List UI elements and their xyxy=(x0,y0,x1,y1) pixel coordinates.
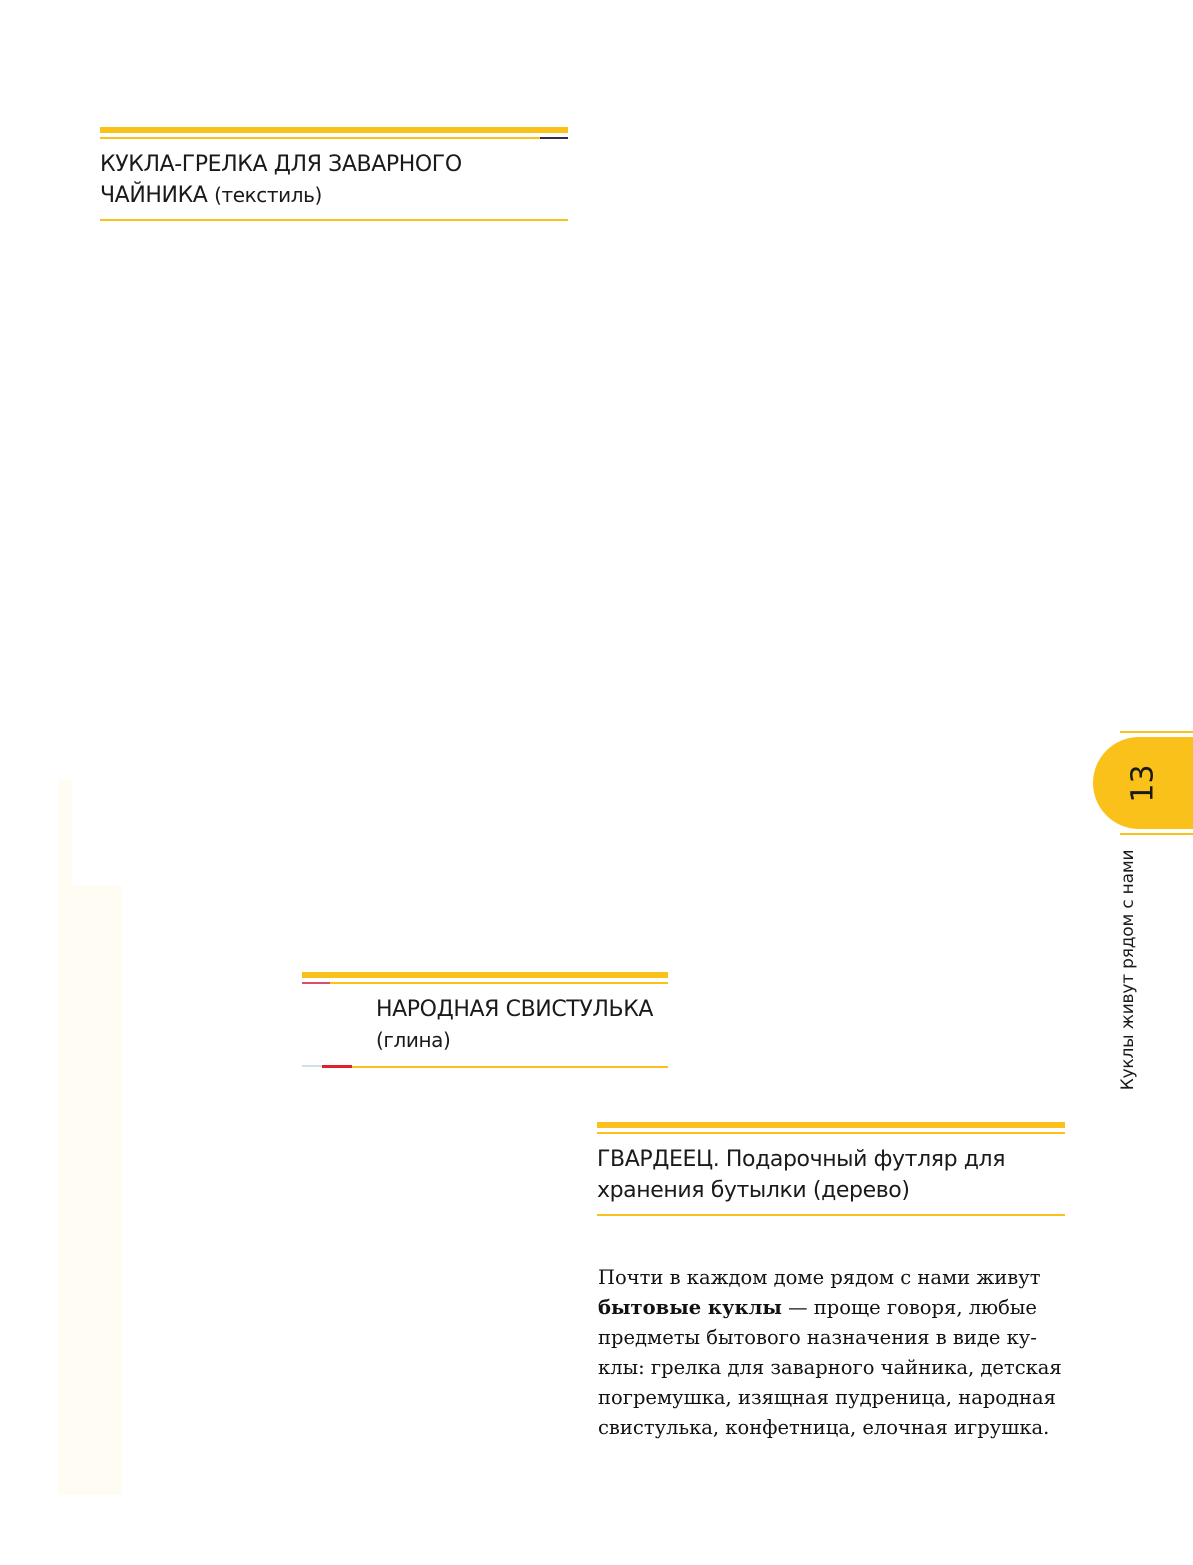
page-number xyxy=(1093,737,1193,829)
caption-whistle-text xyxy=(376,994,653,1056)
caption-bottom-bar xyxy=(352,1066,668,1068)
body-line-3: предметы бытового назначения в виде ку- xyxy=(598,1326,1037,1349)
caption-accent-mark xyxy=(540,137,568,139)
caption-accent-mark xyxy=(302,982,330,984)
caption-folk-whistle xyxy=(302,972,668,1070)
body-line-2-rest: — проще говоря, любые xyxy=(781,1296,1037,1319)
page-number-text: 13 xyxy=(1125,763,1161,803)
caption-accent-mark-red xyxy=(322,1065,352,1068)
caption-guard-line2: хранения бутылки (дерево) xyxy=(597,1178,910,1203)
caption-top-thin-bar xyxy=(100,137,540,139)
caption-top-thin-bar xyxy=(597,1132,1065,1134)
caption-teapot-text xyxy=(100,149,462,211)
caption-guardsman-case xyxy=(597,1122,1065,1218)
caption-top-bar xyxy=(302,972,668,978)
body-bold-term: бытовые куклы xyxy=(598,1296,782,1319)
caption-bottom-bar xyxy=(100,219,568,221)
page-tab-line-top xyxy=(1120,731,1193,733)
caption-teapot-warmer xyxy=(100,127,568,223)
side-strip-upper xyxy=(58,780,72,890)
body-line-1: Почти в каждом доме рядом с нами живут xyxy=(598,1266,1041,1289)
side-strip-lower xyxy=(58,885,122,1495)
caption-teapot-line2: ЧАЙНИКА xyxy=(100,183,208,208)
caption-top-bar xyxy=(597,1122,1065,1128)
body-line-4: клы: грелка для заварного чайника, детская xyxy=(598,1356,1062,1379)
caption-accent-mark-bottom xyxy=(302,1065,322,1067)
body-line-2 xyxy=(598,1293,1068,1323)
caption-whistle-sub: (глина) xyxy=(376,1028,451,1052)
caption-bottom-bar xyxy=(597,1214,1065,1216)
body-paragraph xyxy=(598,1263,1068,1443)
caption-whistle-line1: НАРОДНАЯ СВИСТУЛЬКА xyxy=(376,997,654,1022)
caption-guard-line1: ГВАРДЕЕЦ. Подарочный футляр для xyxy=(597,1147,1006,1172)
caption-guard-text xyxy=(597,1144,1005,1206)
caption-teapot-sub: (текстиль) xyxy=(214,183,322,207)
caption-teapot-line1: КУКЛА-ГРЕЛКА ДЛЯ ЗАВАРНОГО xyxy=(100,152,462,177)
caption-top-thin-bar xyxy=(330,982,668,984)
body-line-5: погремушка, изящная пудреница, народная xyxy=(598,1386,1056,1409)
caption-top-bar xyxy=(100,127,568,133)
page-tab-line-bottom xyxy=(1120,833,1193,835)
body-line-6: свистулька, конфетница, елочная игрушка. xyxy=(598,1416,1050,1439)
running-head-text: Куклы живут рядом с нами xyxy=(1118,849,1138,1091)
